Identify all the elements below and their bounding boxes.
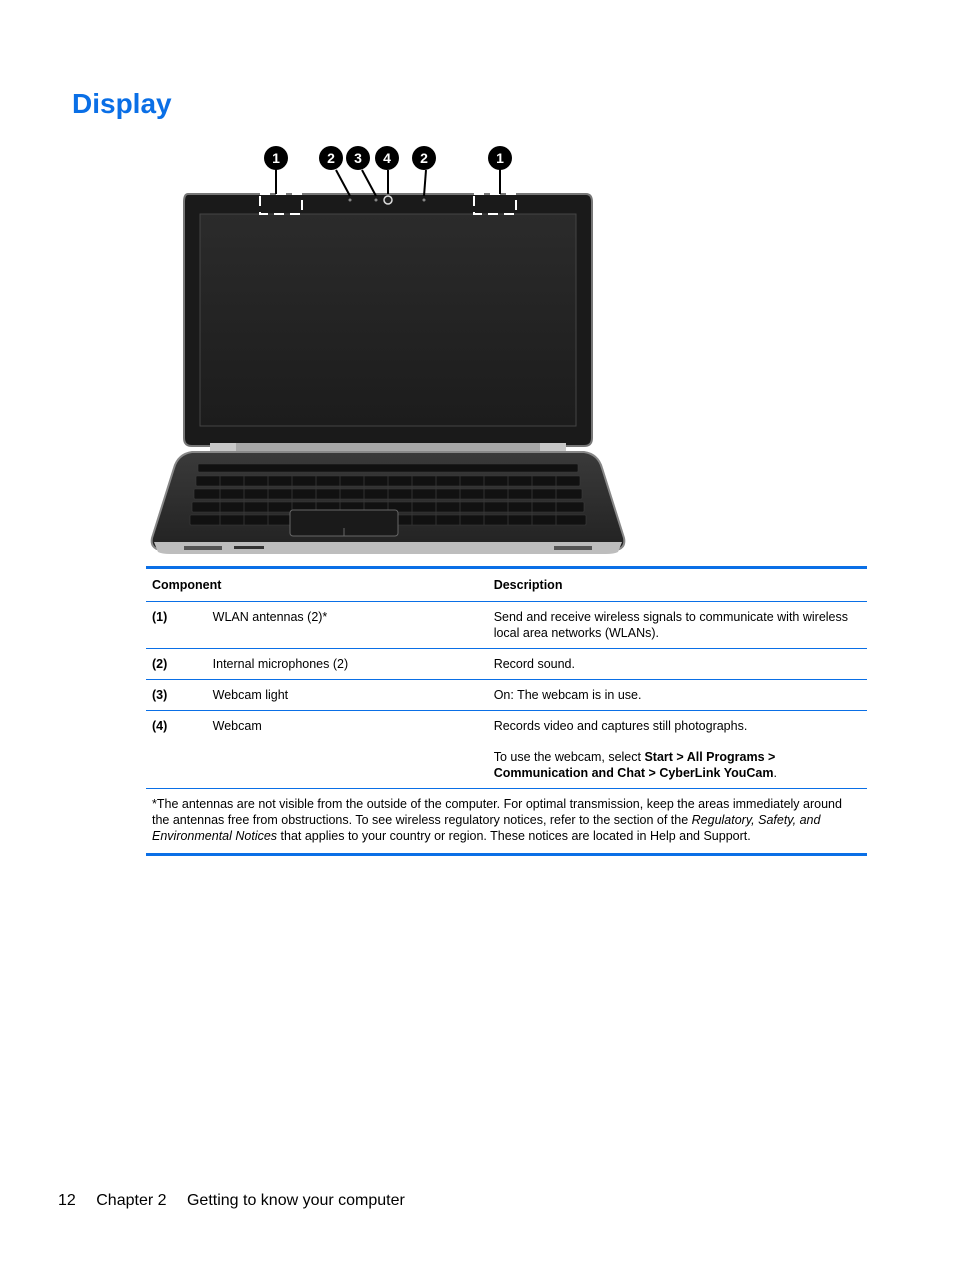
table-row [146,649,867,680]
page-footer [58,1192,421,1210]
row-description: Send and receive wireless signals to communicate with wireless local area networks (WLANs). [488,602,867,649]
menu-path: Start > All Programs > Communication and Chat > CyberLink YouCam [493,750,776,780]
header-description: Description [488,568,867,602]
row-number: (4) [146,711,207,789]
callout-1-right [488,146,512,170]
svg-text:1: 1 [272,150,280,166]
row-number: (2) [146,649,207,680]
table-row [146,602,867,649]
footnote: *The antennas are not visible from the outside of the computer. For optimal transmission, keep the areas immediately around the antennas free from obstructions. To see wireless regulatory notices, refer to the section of the Regulatory, Safety, and Environmental Notices that applies to your country or region. These notices are located in Help and Support. [146,789,867,855]
laptop-illustration [140,138,640,563]
callout-2-left [319,146,343,170]
svg-text:2: 2 [420,150,428,166]
svg-text:4: 4 [383,150,391,166]
row-description: On: The webcam is in use. [488,680,867,711]
row-component: Internal microphones (2) [207,649,488,680]
callout-2-right [412,146,436,170]
row-number: (1) [146,602,207,649]
row-component: WLAN antennas (2)* [207,602,488,649]
chapter-label: Chapter 2 [96,1192,167,1209]
webcam-instructions: To use the webcam, select Start > All Programs > Communication and Chat > CyberLink YouCam. [493,750,777,780]
row-component: Webcam [207,711,488,789]
table-row [146,680,867,711]
header-component: Component [146,568,488,602]
notices-title: Regulatory, Safety, and Environmental Notices [152,813,821,843]
svg-text:3: 3 [354,150,362,166]
table-header-row [146,568,867,602]
callout-3 [346,146,370,170]
page-number: 12 [58,1192,76,1209]
svg-text:1: 1 [496,150,504,166]
callout-1-left [264,146,288,170]
table-row [146,711,867,789]
callout-4 [375,146,399,170]
page-title: Display [72,88,172,119]
row-description: Record sound. [488,649,867,680]
table-footnote-row [146,789,867,855]
webcam-light [375,199,378,202]
microphone-right [423,199,426,202]
chapter-title: Getting to know your computer [186,1192,405,1209]
description-text: Records video and captures still photographs. [493,719,748,733]
svg-text:2: 2 [327,150,335,166]
display-screen [200,214,576,426]
component-table [146,566,867,856]
row-number: (3) [146,680,207,711]
microphone-left [349,199,352,202]
webcam [384,196,392,204]
row-component: Webcam light [207,680,488,711]
row-description [488,711,867,789]
